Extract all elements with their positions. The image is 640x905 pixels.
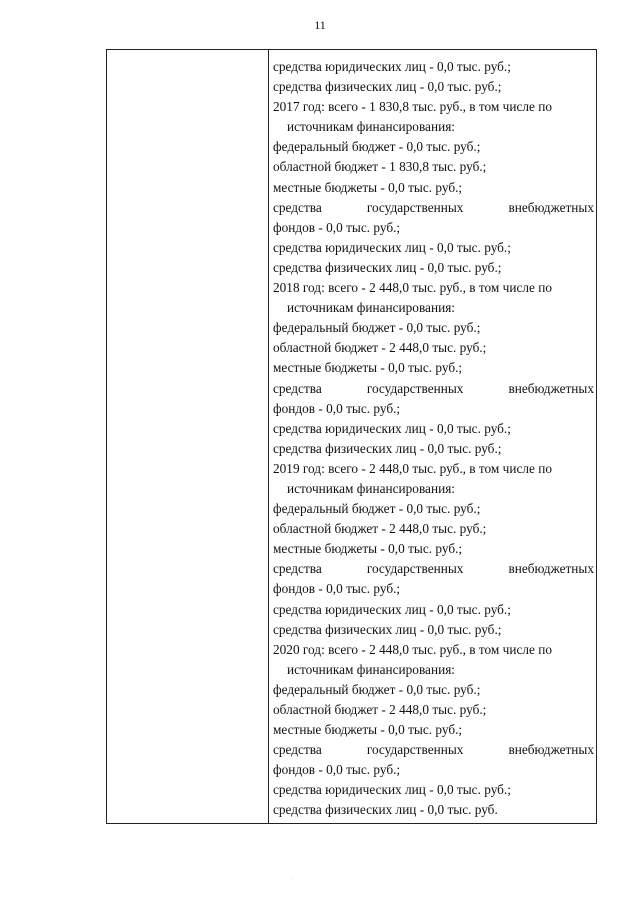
text-line: источникам финансирования: xyxy=(287,300,456,316)
text-line: средства юридических лиц - 0,0 тыс. руб.; xyxy=(273,59,511,74)
word: средства xyxy=(273,199,322,215)
table-right-cell xyxy=(269,50,596,823)
word: внебюджетных xyxy=(508,561,594,577)
text-line: областной бюджет - 2 448,0 тыс. руб.; xyxy=(273,521,487,537)
word: средства xyxy=(273,380,322,396)
text-line: фондов - 0,0 тыс. руб.; xyxy=(273,762,401,778)
text-line: 2019 год: всего - 2 448,0 тыс. руб., в том числе по xyxy=(273,460,553,476)
text-line-justified xyxy=(273,559,594,579)
text-line: местные бюджеты - 0,0 тыс. руб.; xyxy=(273,541,463,557)
word: средства xyxy=(273,561,322,577)
text-line: местные бюджеты - 0,0 тыс. руб.; xyxy=(273,179,463,195)
text-line: федеральный бюджет - 0,0 тыс. руб.; xyxy=(273,681,481,697)
text-line: областной бюджет - 2 448,0 тыс. руб.; xyxy=(273,702,487,717)
financing-table xyxy=(106,49,597,824)
word: государственных xyxy=(366,199,464,215)
text-line: средства физических лиц - 0,0 тыс. руб.; xyxy=(273,621,502,637)
page-number: 11 xyxy=(314,18,326,32)
scan-speck: · xyxy=(292,876,294,882)
word: государственных xyxy=(366,742,464,758)
text-line: средства физических лиц - 0,0 тыс. руб.; xyxy=(273,79,502,95)
text-line: средства юридических лиц - 0,0 тыс. руб.; xyxy=(273,239,511,255)
text-line: средства физических лиц - 0,0 тыс. руб.; xyxy=(273,440,502,456)
text-line-justified xyxy=(273,740,594,760)
text-line: 2020 год: всего - 2 448,0 тыс. руб., в том числе по xyxy=(273,641,553,657)
table-left-cell xyxy=(107,50,269,823)
text-line: местные бюджеты - 0,0 тыс. руб.; xyxy=(273,722,463,738)
text-line: средства юридических лиц - 0,0 тыс. руб.; xyxy=(273,782,511,798)
word: внебюджетных xyxy=(508,199,594,215)
text-line: федеральный бюджет - 0,0 тыс. руб.; xyxy=(273,320,481,336)
text-line: федеральный бюджет - 0,0 тыс. руб.; xyxy=(273,501,481,517)
text-line: областной бюджет - 2 448,0 тыс. руб.; xyxy=(273,340,487,356)
text-line: фондов - 0,0 тыс. руб.; xyxy=(273,400,401,416)
text-line: средства юридических лиц - 0,0 тыс. руб.; xyxy=(273,601,511,617)
text-line: областной бюджет - 1 830,8 тыс. руб.; xyxy=(273,159,487,175)
word: внебюджетных xyxy=(508,380,594,396)
text-line: 2018 год: всего - 2 448,0 тыс. руб., в том числе по xyxy=(273,280,553,296)
text-line: федеральный бюджет - 0,0 тыс. руб.; xyxy=(273,139,481,155)
text-line: местные бюджеты - 0,0 тыс. руб.; xyxy=(273,360,463,376)
text-line: фондов - 0,0 тыс. руб.; xyxy=(273,219,401,235)
text-line: средства физических лиц - 0,0 тыс. руб.; xyxy=(273,259,502,275)
text-line: источникам финансирования: xyxy=(287,480,456,496)
text-line: средства юридических лиц - 0,0 тыс. руб.; xyxy=(273,420,511,436)
text-line: средства физических лиц - 0,0 тыс. руб. xyxy=(273,802,498,818)
text-line-justified xyxy=(273,198,594,218)
text-line: источникам финансирования: xyxy=(287,661,456,677)
word: внебюджетных xyxy=(508,742,594,758)
text-line: 2017 год: всего - 1 830,8 тыс. руб., в том числе по xyxy=(273,99,553,115)
word: средства xyxy=(273,742,322,758)
text-line: фондов - 0,0 тыс. руб.; xyxy=(273,581,401,597)
text-line-justified xyxy=(273,379,594,399)
word: государственных xyxy=(366,380,464,396)
word: государственных xyxy=(366,561,464,577)
text-line: источникам финансирования: xyxy=(287,119,456,135)
